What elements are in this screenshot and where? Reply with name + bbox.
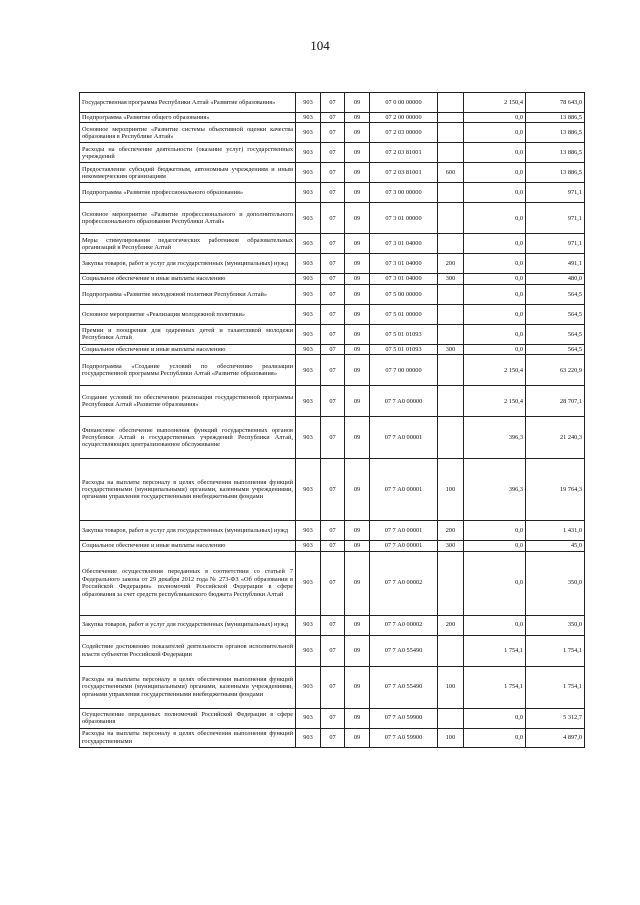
amount-cell: 0,0 bbox=[464, 344, 526, 354]
row-name-cell: Закупка товаров, работ и услуг для государственных (муниципальных) нужд bbox=[80, 254, 296, 274]
amount-cell: 0,0 bbox=[464, 143, 526, 163]
admin-code-cell: 903 bbox=[296, 274, 321, 284]
amount-total-cell: 1 754,1 bbox=[526, 666, 585, 708]
subsection-code-cell: 09 bbox=[345, 355, 370, 386]
table-row bbox=[80, 183, 585, 203]
amount-cell: 0,0 bbox=[464, 615, 526, 635]
expense-type-cell: 200 bbox=[438, 254, 464, 274]
table-row bbox=[80, 113, 585, 123]
row-name-cell: Премии и поощрения для одаренных детей и талантливой молодежи Республики Алтай bbox=[80, 324, 296, 344]
row-name-cell: Основное мероприятие «Развитие профессионального и дополнительного профессионального образования Республики Алтай» bbox=[80, 203, 296, 234]
subsection-code-cell: 09 bbox=[345, 123, 370, 143]
table-row bbox=[80, 123, 585, 143]
amount-cell: 0,0 bbox=[464, 324, 526, 344]
row-name-cell: Государственная программа Республики Алтай «Развитие образования» bbox=[80, 93, 296, 113]
target-article-cell: 07 7 А0 00002 bbox=[370, 551, 438, 615]
amount-cell: 0,0 bbox=[464, 304, 526, 324]
section-code-cell: 07 bbox=[321, 123, 345, 143]
admin-code-cell: 903 bbox=[296, 459, 321, 521]
target-article-cell: 07 7 А0 00002 bbox=[370, 615, 438, 635]
expense-type-cell: 200 bbox=[438, 521, 464, 541]
admin-code-cell: 903 bbox=[296, 635, 321, 666]
section-code-cell: 07 bbox=[321, 417, 345, 459]
amount-cell: 1 754,1 bbox=[464, 666, 526, 708]
subsection-code-cell: 09 bbox=[345, 728, 370, 747]
expense-type-cell bbox=[438, 123, 464, 143]
expense-type-cell: 100 bbox=[438, 728, 464, 747]
row-name-cell: Предоставление субсидий бюджетным, автономным учреждениям и иным некоммерческим организациям bbox=[80, 163, 296, 183]
expense-type-cell: 300 bbox=[438, 541, 464, 551]
section-code-cell: 07 bbox=[321, 203, 345, 234]
section-code-cell: 07 bbox=[321, 254, 345, 274]
target-article-cell: 07 7 00 00000 bbox=[370, 355, 438, 386]
section-code-cell: 07 bbox=[321, 274, 345, 284]
amount-cell: 0,0 bbox=[464, 728, 526, 747]
amount-total-cell: 350,0 bbox=[526, 615, 585, 635]
table-row bbox=[80, 143, 585, 163]
admin-code-cell: 903 bbox=[296, 284, 321, 304]
table-row bbox=[80, 163, 585, 183]
admin-code-cell: 903 bbox=[296, 386, 321, 417]
row-name-cell: Подпрограмма «Развитие общего образования» bbox=[80, 113, 296, 123]
admin-code-cell: 903 bbox=[296, 541, 321, 551]
target-article-cell: 07 2 03 81001 bbox=[370, 143, 438, 163]
section-code-cell: 07 bbox=[321, 93, 345, 113]
row-name-cell: Социальное обеспечение и иные выплаты населению bbox=[80, 541, 296, 551]
row-name-cell: Основное мероприятие «Развитие системы объективной оценки качества образования в Республике Алтай» bbox=[80, 123, 296, 143]
table-row bbox=[80, 93, 585, 113]
row-name-cell: Расходы на выплаты персоналу в целях обеспечения выполнения функций государственными bbox=[80, 728, 296, 747]
subsection-code-cell: 09 bbox=[345, 143, 370, 163]
amount-total-cell: 13 886,5 bbox=[526, 113, 585, 123]
admin-code-cell: 903 bbox=[296, 324, 321, 344]
table-row bbox=[80, 234, 585, 254]
admin-code-cell: 903 bbox=[296, 143, 321, 163]
admin-code-cell: 903 bbox=[296, 93, 321, 113]
subsection-code-cell: 09 bbox=[345, 666, 370, 708]
amount-cell: 0,0 bbox=[464, 708, 526, 728]
amount-cell: 396,3 bbox=[464, 459, 526, 521]
admin-code-cell: 903 bbox=[296, 344, 321, 354]
admin-code-cell: 903 bbox=[296, 234, 321, 254]
row-name-cell: Меры стимулирования педагогических работников образовательных организаций в Республике Алтай bbox=[80, 234, 296, 254]
subsection-code-cell: 09 bbox=[345, 284, 370, 304]
row-name-cell: Обеспечение осуществления переданных в соответствии со статьей 7 Федерального закона от 29 декабря 2012 года № 273-ФЗ «Об образовании в Российской Федерации» полномочий Российской Федерации в сфере образования за счет средств республиканского бюджета Республики Алтай bbox=[80, 551, 296, 615]
expense-type-cell bbox=[438, 417, 464, 459]
target-article-cell: 07 3 01 00000 bbox=[370, 203, 438, 234]
row-name-cell: Содействие достижению показателей деятельности органов исполнительной власти субъектов Российской Федерации bbox=[80, 635, 296, 666]
amount-total-cell: 1 431,0 bbox=[526, 521, 585, 541]
amount-cell: 0,0 bbox=[464, 163, 526, 183]
row-name-cell: Расходы на выплаты персоналу в целях обеспечения выполнения функций государственными (муниципальными) органами, казенными учреждениями, органами управления государственными внебюджетными фондами bbox=[80, 666, 296, 708]
subsection-code-cell: 09 bbox=[345, 417, 370, 459]
subsection-code-cell: 09 bbox=[345, 344, 370, 354]
section-code-cell: 07 bbox=[321, 183, 345, 203]
target-article-cell: 07 5 01 01093 bbox=[370, 344, 438, 354]
subsection-code-cell: 09 bbox=[345, 163, 370, 183]
target-article-cell: 07 7 А0 59900 bbox=[370, 708, 438, 728]
section-code-cell: 07 bbox=[321, 234, 345, 254]
page-number: 104 bbox=[310, 38, 330, 53]
admin-code-cell: 903 bbox=[296, 728, 321, 747]
row-name-cell: Осуществление переданных полномочий Российской Федерации в сфере образования bbox=[80, 708, 296, 728]
subsection-code-cell: 09 bbox=[345, 324, 370, 344]
section-code-cell: 07 bbox=[321, 355, 345, 386]
amount-total-cell: 971,1 bbox=[526, 183, 585, 203]
table-row bbox=[80, 521, 585, 541]
section-code-cell: 07 bbox=[321, 521, 345, 541]
subsection-code-cell: 09 bbox=[345, 635, 370, 666]
amount-total-cell: 13 886,5 bbox=[526, 123, 585, 143]
expense-type-cell: 300 bbox=[438, 274, 464, 284]
table-row bbox=[80, 344, 585, 354]
target-article-cell: 07 2 03 00000 bbox=[370, 123, 438, 143]
table-row bbox=[80, 728, 585, 747]
table-row bbox=[80, 355, 585, 386]
row-name-cell: Финансовое обеспечение выполнения функций государственных органов Республики Алтай и государственных учреждений Республики Алтай, осуществляющих централизованное обслуживание bbox=[80, 417, 296, 459]
amount-cell: 0,0 bbox=[464, 254, 526, 274]
table-row bbox=[80, 666, 585, 708]
subsection-code-cell: 09 bbox=[345, 274, 370, 284]
expense-type-cell bbox=[438, 386, 464, 417]
subsection-code-cell: 09 bbox=[345, 254, 370, 274]
section-code-cell: 07 bbox=[321, 459, 345, 521]
subsection-code-cell: 09 bbox=[345, 113, 370, 123]
subsection-code-cell: 09 bbox=[345, 459, 370, 521]
expense-type-cell bbox=[438, 183, 464, 203]
target-article-cell: 07 7 А0 00001 bbox=[370, 459, 438, 521]
section-code-cell: 07 bbox=[321, 324, 345, 344]
target-article-cell: 07 3 00 00000 bbox=[370, 183, 438, 203]
admin-code-cell: 903 bbox=[296, 355, 321, 386]
expense-type-cell bbox=[438, 355, 464, 386]
amount-cell: 2 150,4 bbox=[464, 93, 526, 113]
row-name-cell: Социальное обеспечение и иные выплаты населению bbox=[80, 344, 296, 354]
row-name-cell: Подпрограмма «Развитие профессионального образования» bbox=[80, 183, 296, 203]
section-code-cell: 07 bbox=[321, 666, 345, 708]
amount-total-cell: 63 220,9 bbox=[526, 355, 585, 386]
section-code-cell: 07 bbox=[321, 728, 345, 747]
amount-total-cell: 480,0 bbox=[526, 274, 585, 284]
admin-code-cell: 903 bbox=[296, 615, 321, 635]
table-row bbox=[80, 459, 585, 521]
subsection-code-cell: 09 bbox=[345, 304, 370, 324]
row-name-cell: Расходы на выплаты персоналу в целях обеспечения выполнения функций государственными (муниципальными) органами, казенными учреждениями, органами управления государственными внебюджетными фондами bbox=[80, 459, 296, 521]
amount-total-cell: 45,0 bbox=[526, 541, 585, 551]
admin-code-cell: 903 bbox=[296, 551, 321, 615]
amount-total-cell: 4 897,0 bbox=[526, 728, 585, 747]
table-row bbox=[80, 324, 585, 344]
expense-type-cell bbox=[438, 708, 464, 728]
target-article-cell: 07 7 А0 00001 bbox=[370, 541, 438, 551]
section-code-cell: 07 bbox=[321, 143, 345, 163]
section-code-cell: 07 bbox=[321, 708, 345, 728]
amount-total-cell: 13 886,5 bbox=[526, 143, 585, 163]
expense-type-cell bbox=[438, 551, 464, 615]
section-code-cell: 07 bbox=[321, 541, 345, 551]
amount-total-cell: 564,5 bbox=[526, 304, 585, 324]
subsection-code-cell: 09 bbox=[345, 708, 370, 728]
table-row bbox=[80, 254, 585, 274]
amount-total-cell: 1 754,1 bbox=[526, 635, 585, 666]
section-code-cell: 07 bbox=[321, 284, 345, 304]
section-code-cell: 07 bbox=[321, 551, 345, 615]
target-article-cell: 07 3 01 04000 bbox=[370, 254, 438, 274]
row-name-cell: Подпрограмма «Развитие молодежной политики Республики Алтай» bbox=[80, 284, 296, 304]
expense-type-cell: 100 bbox=[438, 666, 464, 708]
amount-cell: 0,0 bbox=[464, 183, 526, 203]
subsection-code-cell: 09 bbox=[345, 551, 370, 615]
amount-cell: 0,0 bbox=[464, 123, 526, 143]
subsection-code-cell: 09 bbox=[345, 386, 370, 417]
expense-type-cell: 300 bbox=[438, 344, 464, 354]
subsection-code-cell: 09 bbox=[345, 541, 370, 551]
row-name-cell: Социальное обеспечение и иные выплаты населению bbox=[80, 274, 296, 284]
amount-total-cell: 564,5 bbox=[526, 344, 585, 354]
section-code-cell: 07 bbox=[321, 304, 345, 324]
section-code-cell: 07 bbox=[321, 386, 345, 417]
amount-cell: 0,0 bbox=[464, 284, 526, 304]
subsection-code-cell: 09 bbox=[345, 93, 370, 113]
admin-code-cell: 903 bbox=[296, 123, 321, 143]
row-name-cell: Закупка товаров, работ и услуг для государственных (муниципальных) нужд bbox=[80, 615, 296, 635]
expense-type-cell bbox=[438, 113, 464, 123]
expense-type-cell bbox=[438, 203, 464, 234]
table-row bbox=[80, 274, 585, 284]
table-row bbox=[80, 203, 585, 234]
amount-total-cell: 491,1 bbox=[526, 254, 585, 274]
expense-type-cell bbox=[438, 284, 464, 304]
section-code-cell: 07 bbox=[321, 344, 345, 354]
expense-type-cell bbox=[438, 93, 464, 113]
subsection-code-cell: 09 bbox=[345, 234, 370, 254]
target-article-cell: 07 2 00 00000 bbox=[370, 113, 438, 123]
row-name-cell: Создание условий по обеспечению реализации государственной программы Республики Алтай «Развитие образования» bbox=[80, 386, 296, 417]
admin-code-cell: 903 bbox=[296, 254, 321, 274]
amount-total-cell: 13 886,5 bbox=[526, 163, 585, 183]
table-row bbox=[80, 615, 585, 635]
amount-cell: 0,0 bbox=[464, 234, 526, 254]
amount-cell: 2 150,4 bbox=[464, 355, 526, 386]
target-article-cell: 07 5 00 00000 bbox=[370, 284, 438, 304]
target-article-cell: 07 3 01 04000 bbox=[370, 234, 438, 254]
amount-total-cell: 28 707,1 bbox=[526, 386, 585, 417]
expense-type-cell bbox=[438, 304, 464, 324]
target-article-cell: 07 5 01 01093 bbox=[370, 324, 438, 344]
expense-type-cell: 200 bbox=[438, 615, 464, 635]
admin-code-cell: 903 bbox=[296, 113, 321, 123]
target-article-cell: 07 3 01 04000 bbox=[370, 274, 438, 284]
amount-cell: 0,0 bbox=[464, 113, 526, 123]
admin-code-cell: 903 bbox=[296, 203, 321, 234]
admin-code-cell: 903 bbox=[296, 183, 321, 203]
amount-total-cell: 564,5 bbox=[526, 284, 585, 304]
table-row bbox=[80, 417, 585, 459]
section-code-cell: 07 bbox=[321, 615, 345, 635]
table-row bbox=[80, 304, 585, 324]
table-row bbox=[80, 284, 585, 304]
expense-type-cell bbox=[438, 143, 464, 163]
amount-cell: 396,3 bbox=[464, 417, 526, 459]
target-article-cell: 07 2 03 81001 bbox=[370, 163, 438, 183]
amount-cell: 1 754,1 bbox=[464, 635, 526, 666]
target-article-cell: 07 0 00 00000 bbox=[370, 93, 438, 113]
admin-code-cell: 903 bbox=[296, 708, 321, 728]
target-article-cell: 07 7 А0 00001 bbox=[370, 417, 438, 459]
expense-type-cell bbox=[438, 234, 464, 254]
expense-type-cell: 100 bbox=[438, 459, 464, 521]
amount-total-cell: 21 240,3 bbox=[526, 417, 585, 459]
amount-total-cell: 19 764,3 bbox=[526, 459, 585, 521]
admin-code-cell: 903 bbox=[296, 163, 321, 183]
amount-total-cell: 971,1 bbox=[526, 234, 585, 254]
amount-total-cell: 971,1 bbox=[526, 203, 585, 234]
table-row bbox=[80, 635, 585, 666]
table-row bbox=[80, 386, 585, 417]
target-article-cell: 07 7 А0 59900 bbox=[370, 728, 438, 747]
amount-cell: 0,0 bbox=[464, 274, 526, 284]
expense-type-cell bbox=[438, 324, 464, 344]
row-name-cell: Расходы на обеспечение деятельности (оказание услуг) государственных учреждений bbox=[80, 143, 296, 163]
amount-total-cell: 564,5 bbox=[526, 324, 585, 344]
section-code-cell: 07 bbox=[321, 635, 345, 666]
expense-type-cell: 600 bbox=[438, 163, 464, 183]
amount-total-cell: 5 312,7 bbox=[526, 708, 585, 728]
amount-total-cell: 350,0 bbox=[526, 551, 585, 615]
expense-type-cell bbox=[438, 635, 464, 666]
subsection-code-cell: 09 bbox=[345, 183, 370, 203]
row-name-cell: Подпрограмма «Создание условий по обеспечению реализации государственной программы Республики Алтай «Развитие образования» bbox=[80, 355, 296, 386]
subsection-code-cell: 09 bbox=[345, 521, 370, 541]
amount-total-cell: 78 643,0 bbox=[526, 93, 585, 113]
amount-cell: 0,0 bbox=[464, 521, 526, 541]
amount-cell: 0,0 bbox=[464, 203, 526, 234]
admin-code-cell: 903 bbox=[296, 304, 321, 324]
amount-cell: 2 150,4 bbox=[464, 386, 526, 417]
admin-code-cell: 903 bbox=[296, 417, 321, 459]
subsection-code-cell: 09 bbox=[345, 203, 370, 234]
target-article-cell: 07 7 А0 00001 bbox=[370, 521, 438, 541]
subsection-code-cell: 09 bbox=[345, 615, 370, 635]
amount-cell: 0,0 bbox=[464, 551, 526, 615]
table-row bbox=[80, 708, 585, 728]
section-code-cell: 07 bbox=[321, 113, 345, 123]
target-article-cell: 07 7 А0 55490 bbox=[370, 635, 438, 666]
admin-code-cell: 903 bbox=[296, 666, 321, 708]
row-name-cell: Основное мероприятие «Реализация молодежной политики» bbox=[80, 304, 296, 324]
admin-code-cell: 903 bbox=[296, 521, 321, 541]
target-article-cell: 07 7 А0 00000 bbox=[370, 386, 438, 417]
target-article-cell: 07 7 А0 55490 bbox=[370, 666, 438, 708]
table-row bbox=[80, 551, 585, 615]
section-code-cell: 07 bbox=[321, 163, 345, 183]
table-row bbox=[80, 541, 585, 551]
target-article-cell: 07 5 01 00000 bbox=[370, 304, 438, 324]
amount-cell: 0,0 bbox=[464, 541, 526, 551]
row-name-cell: Закупка товаров, работ и услуг для государственных (муниципальных) нужд bbox=[80, 521, 296, 541]
budget-table bbox=[79, 92, 585, 748]
